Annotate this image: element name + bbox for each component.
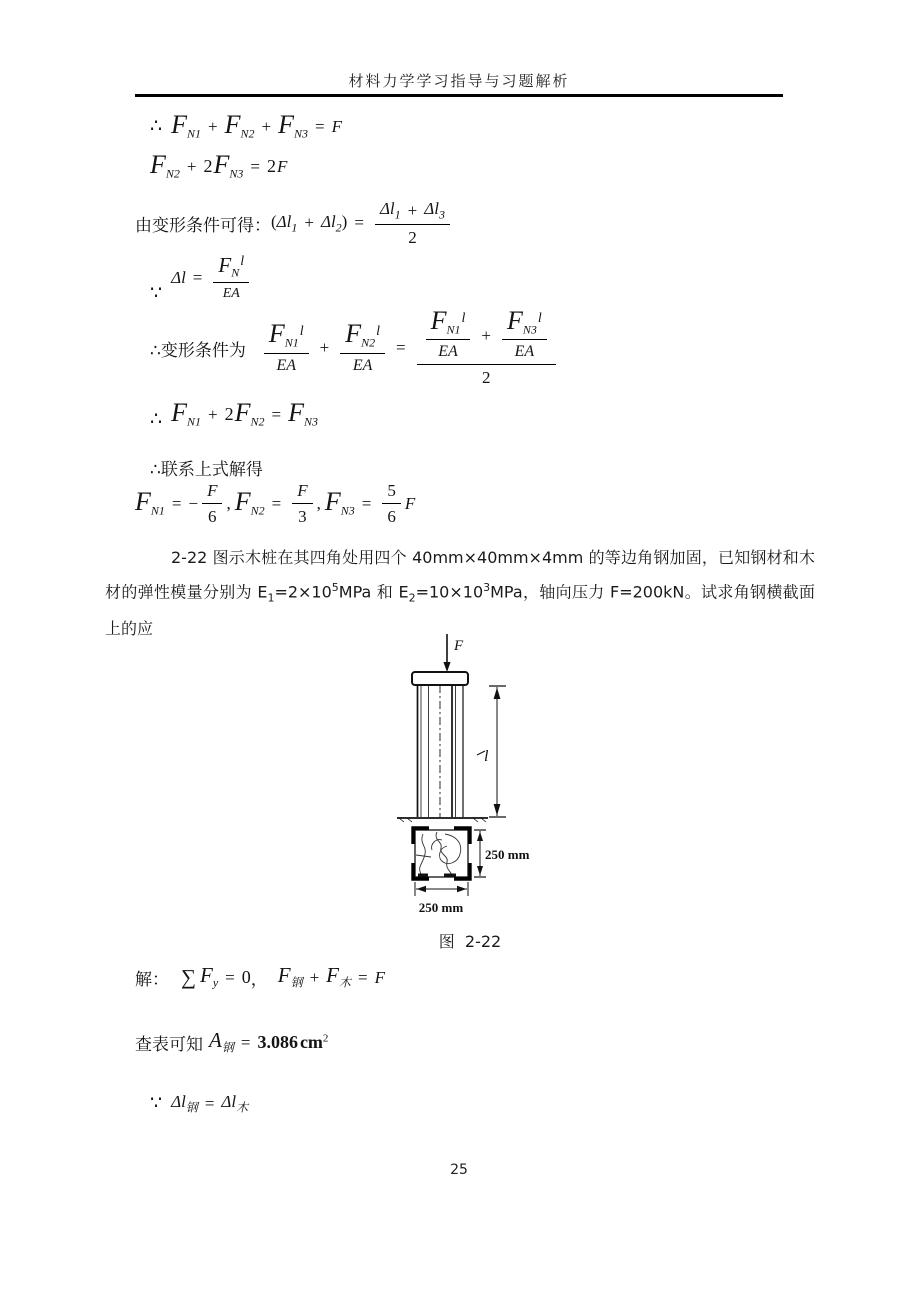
zero-value: 0 [241, 967, 251, 988]
var-delta-l: Δl [276, 211, 292, 231]
sub-2: 2 [408, 591, 416, 605]
sup-5: 5 [331, 581, 339, 594]
var-F: F [224, 110, 241, 139]
equation-equilibrium-2 [150, 152, 287, 181]
var-delta-l-steel: Δl [171, 1092, 186, 1111]
figure-drawing [385, 628, 560, 923]
math-term [235, 489, 265, 518]
dim-arrow-left [417, 886, 427, 893]
equals-operator: = [171, 493, 182, 513]
var-delta-l: Δl [320, 211, 336, 231]
figure-2-22 [385, 628, 560, 928]
var-F-steel: F [277, 963, 291, 987]
summation-symbol: ∑ [181, 965, 196, 990]
equals-operator: = [250, 156, 260, 176]
math-term [278, 965, 303, 990]
lookup-table-text: 查表可知 [135, 1035, 203, 1056]
comma: , [316, 493, 321, 513]
numerator [417, 308, 556, 365]
equals-operator: = [354, 213, 364, 233]
denominator [276, 354, 296, 376]
sub-N2: N2 [250, 414, 265, 429]
plus-operator: + [309, 967, 320, 987]
sub-1: 1 [394, 207, 401, 222]
sub-N1: N1 [150, 503, 165, 518]
var-F: F [213, 150, 230, 179]
sub-N1: N1 [186, 126, 201, 141]
math-term [431, 308, 466, 337]
dim-arrow-up [494, 688, 501, 700]
sub-N3: N3 [340, 503, 355, 518]
plus-operator: + [208, 116, 218, 136]
var-F: F [234, 487, 251, 517]
var-delta-l-wood: Δl [221, 1092, 237, 1111]
math-term [424, 198, 445, 222]
var-F: F [150, 150, 166, 179]
numerator [292, 480, 312, 504]
var-F: F [404, 493, 416, 513]
equals-operator: = [358, 967, 368, 987]
var-F: F [331, 116, 342, 136]
header-divider [135, 94, 783, 97]
math-term [235, 400, 265, 429]
var-l: l [240, 254, 245, 269]
coefficient-2: 2 [224, 404, 234, 425]
section-shading [418, 874, 428, 878]
math-term [345, 321, 380, 350]
var-F: F [430, 306, 447, 335]
cap-plate [412, 672, 468, 685]
var-F: F [324, 487, 341, 517]
var-EA: EA [352, 356, 373, 374]
fraction [292, 480, 312, 528]
var-delta-l: Δl [379, 199, 395, 218]
sup-3: 3 [483, 581, 491, 594]
var-EA: EA [438, 343, 458, 361]
numerator [202, 480, 222, 504]
therefore-symbol: ∴ [150, 409, 163, 431]
denominator: 2 [408, 228, 417, 248]
sub-steel: 钢 [185, 1100, 198, 1115]
sub-N3: N3 [522, 322, 537, 337]
sub-wood: 木 [339, 975, 352, 990]
denominator: 6 [208, 507, 217, 527]
plus-operator: + [304, 213, 314, 233]
minus-operator: − [188, 493, 199, 513]
var-F: F [199, 963, 213, 987]
denominator: 6 [387, 507, 396, 527]
math-term [218, 253, 244, 280]
force-arrowhead [443, 662, 450, 672]
math-term [325, 489, 355, 518]
sub-N2: N2 [240, 126, 255, 141]
numerator [340, 321, 385, 353]
var-l: l [537, 311, 542, 326]
var-F: F [171, 398, 187, 427]
math-term [332, 117, 342, 137]
area-value: 3.086 [257, 1032, 298, 1053]
page-number: 25 [450, 1162, 468, 1178]
equals-operator: = [204, 1093, 215, 1113]
sub-N2: N2 [250, 503, 265, 518]
force-label: F [454, 638, 464, 654]
equation-deform-condition [135, 198, 454, 249]
math-term [171, 268, 186, 288]
problem-text: =10×10 [415, 582, 484, 602]
var-F: F [297, 481, 308, 500]
section-height-label: 250 mm [485, 847, 530, 862]
page-header-title: 材料力学学习指导与习题解析 [348, 72, 570, 90]
because-symbol: ∵ [150, 1093, 163, 1115]
equals-operator: = [361, 493, 372, 513]
solution-area-lookup [135, 1030, 328, 1055]
equation-deform-simplified [150, 400, 318, 429]
var-l: l [461, 311, 466, 326]
therefore-symbol: ∴ [150, 116, 163, 138]
coefficient-2: 2 [203, 156, 213, 177]
sub-N1: N1 [446, 322, 461, 337]
equation-deform-expanded [150, 308, 560, 389]
math-term [326, 965, 351, 990]
var-F: F [268, 319, 285, 349]
math-term [321, 212, 347, 235]
comma: , [226, 493, 231, 513]
dim-arrow-down [494, 804, 501, 816]
dim-arrow-down [477, 866, 483, 876]
fraction [340, 321, 385, 375]
var-F: F [218, 253, 232, 277]
var-delta-l: Δl [424, 199, 439, 218]
unit-cm: cm [299, 1032, 323, 1053]
fraction [382, 480, 401, 528]
solution-equilibrium [135, 965, 385, 990]
sub-2: 2 [335, 220, 342, 235]
math-term [278, 112, 308, 141]
math-term [288, 400, 318, 429]
denominator [353, 354, 373, 376]
equation-equilibrium-1 [150, 112, 342, 141]
var-l: l [299, 324, 304, 340]
sub-1: 1 [291, 220, 298, 235]
var-F: F [135, 487, 151, 517]
math-term [375, 968, 385, 988]
math-term [171, 112, 201, 141]
problem-text: 2-22 图示木桩在其四角处用四个 40mm×40mm×4mm 的等边角钢加固，已知钢材和木材的弹性模量分别为 E [105, 548, 815, 602]
numerator [502, 308, 547, 340]
denominator: 3 [298, 507, 307, 527]
sub-N3: N3 [229, 166, 244, 181]
fraction [502, 308, 547, 362]
sub-wood: 木 [236, 1100, 249, 1115]
plus-operator: + [261, 116, 272, 136]
problem-text: MPa 和 E [338, 582, 409, 602]
plus-operator: + [186, 156, 197, 176]
equation-results [135, 480, 415, 528]
math-term [209, 1030, 234, 1055]
deform-condition-intro-text: 由变形条件可得： [135, 215, 271, 236]
var-F: F [234, 398, 251, 427]
section-shading [444, 874, 456, 878]
fraction [213, 253, 249, 303]
fraction [202, 480, 222, 528]
denominator [438, 340, 458, 362]
var-F: F [171, 110, 187, 139]
sup-2: 2 [322, 1032, 329, 1045]
solution-compatibility [150, 1092, 248, 1115]
math-term [507, 308, 542, 337]
sub-steel: 钢 [290, 975, 303, 990]
var-delta-l: Δl [171, 267, 186, 287]
denominator [515, 340, 535, 362]
numerator: 5 [382, 480, 401, 504]
sub-N3: N3 [293, 126, 308, 141]
coefficient-2: 2 [267, 156, 276, 177]
var-F: F [278, 110, 294, 139]
math-term [221, 1092, 248, 1115]
var-A-steel: A [209, 1028, 222, 1052]
dim-arrow-up [477, 832, 483, 842]
var-EA: EA [514, 343, 535, 361]
sub-1: 1 [267, 591, 275, 605]
var-F: F [288, 398, 304, 427]
sub-N1: N1 [186, 414, 201, 429]
left-paren: ( [271, 211, 277, 231]
comma: ， [250, 970, 268, 991]
sub-y: y [212, 975, 219, 990]
because-symbol: ∵ [150, 282, 163, 304]
math-term [380, 198, 401, 222]
equals-operator: = [396, 338, 406, 358]
equation-hooke-law [150, 253, 253, 303]
plus-operator: + [319, 338, 330, 358]
sub-N2: N2 [361, 335, 376, 350]
denominator: 2 [481, 368, 491, 388]
var-F-wood: F [326, 963, 339, 987]
math-term [135, 489, 165, 518]
math-term [277, 157, 287, 177]
sub-N1: N1 [284, 335, 299, 350]
combine-solve-label [150, 455, 263, 480]
unit-term [300, 1032, 328, 1053]
figure-caption: 图 2-22 [438, 932, 502, 951]
numerator [264, 321, 309, 353]
var-F: F [207, 481, 218, 500]
equals-operator: = [271, 493, 282, 513]
length-label: l [484, 748, 489, 765]
var-F: F [507, 306, 523, 335]
numerator [426, 308, 471, 340]
equals-operator: = [240, 1032, 251, 1052]
fraction [375, 198, 450, 249]
sub-N: N [231, 265, 240, 280]
math-term [171, 1092, 198, 1115]
equals-operator: = [225, 967, 235, 987]
equals-operator: = [271, 404, 282, 424]
plus-operator: + [208, 404, 218, 424]
denominator [223, 283, 240, 303]
fraction [264, 321, 309, 375]
right-paren: ) [341, 211, 348, 231]
problem-text: MPa，轴向压力 F=200kN。试求角钢横截面上的应 [105, 582, 815, 638]
var-EA: EA [222, 286, 240, 302]
math-term [269, 321, 304, 350]
sub-3: 3 [438, 207, 445, 222]
math-term [200, 965, 218, 990]
big-fraction [417, 308, 556, 389]
equals-operator: = [192, 267, 203, 287]
plus-operator: + [407, 200, 418, 220]
math-term [225, 112, 255, 141]
section-width-label: 250 mm [418, 900, 464, 915]
math-term [171, 400, 201, 429]
math-term [271, 212, 297, 235]
solution-prefix: 解： [135, 970, 169, 991]
var-l: l [376, 324, 381, 340]
fraction [426, 308, 471, 362]
sub-N3: N3 [303, 414, 318, 429]
numerator [213, 253, 249, 283]
sub-N2: N2 [165, 166, 180, 181]
var-F: F [374, 967, 385, 987]
deform-condition-label: ∴变形条件为 [150, 340, 246, 361]
math-term [150, 152, 180, 181]
sub-steel: 钢 [221, 1040, 234, 1055]
math-term [214, 152, 244, 181]
var-F: F [345, 319, 362, 349]
var-EA: EA [276, 356, 296, 374]
problem-text: =2×10 [274, 582, 332, 602]
numerator [375, 198, 450, 225]
dim-arrow-right [457, 886, 467, 893]
plus-operator: + [481, 325, 491, 345]
combine-solve-text: ∴联系上式解得 [150, 460, 263, 480]
equals-operator: = [315, 116, 325, 136]
var-F: F [277, 156, 288, 176]
math-term [405, 494, 415, 514]
